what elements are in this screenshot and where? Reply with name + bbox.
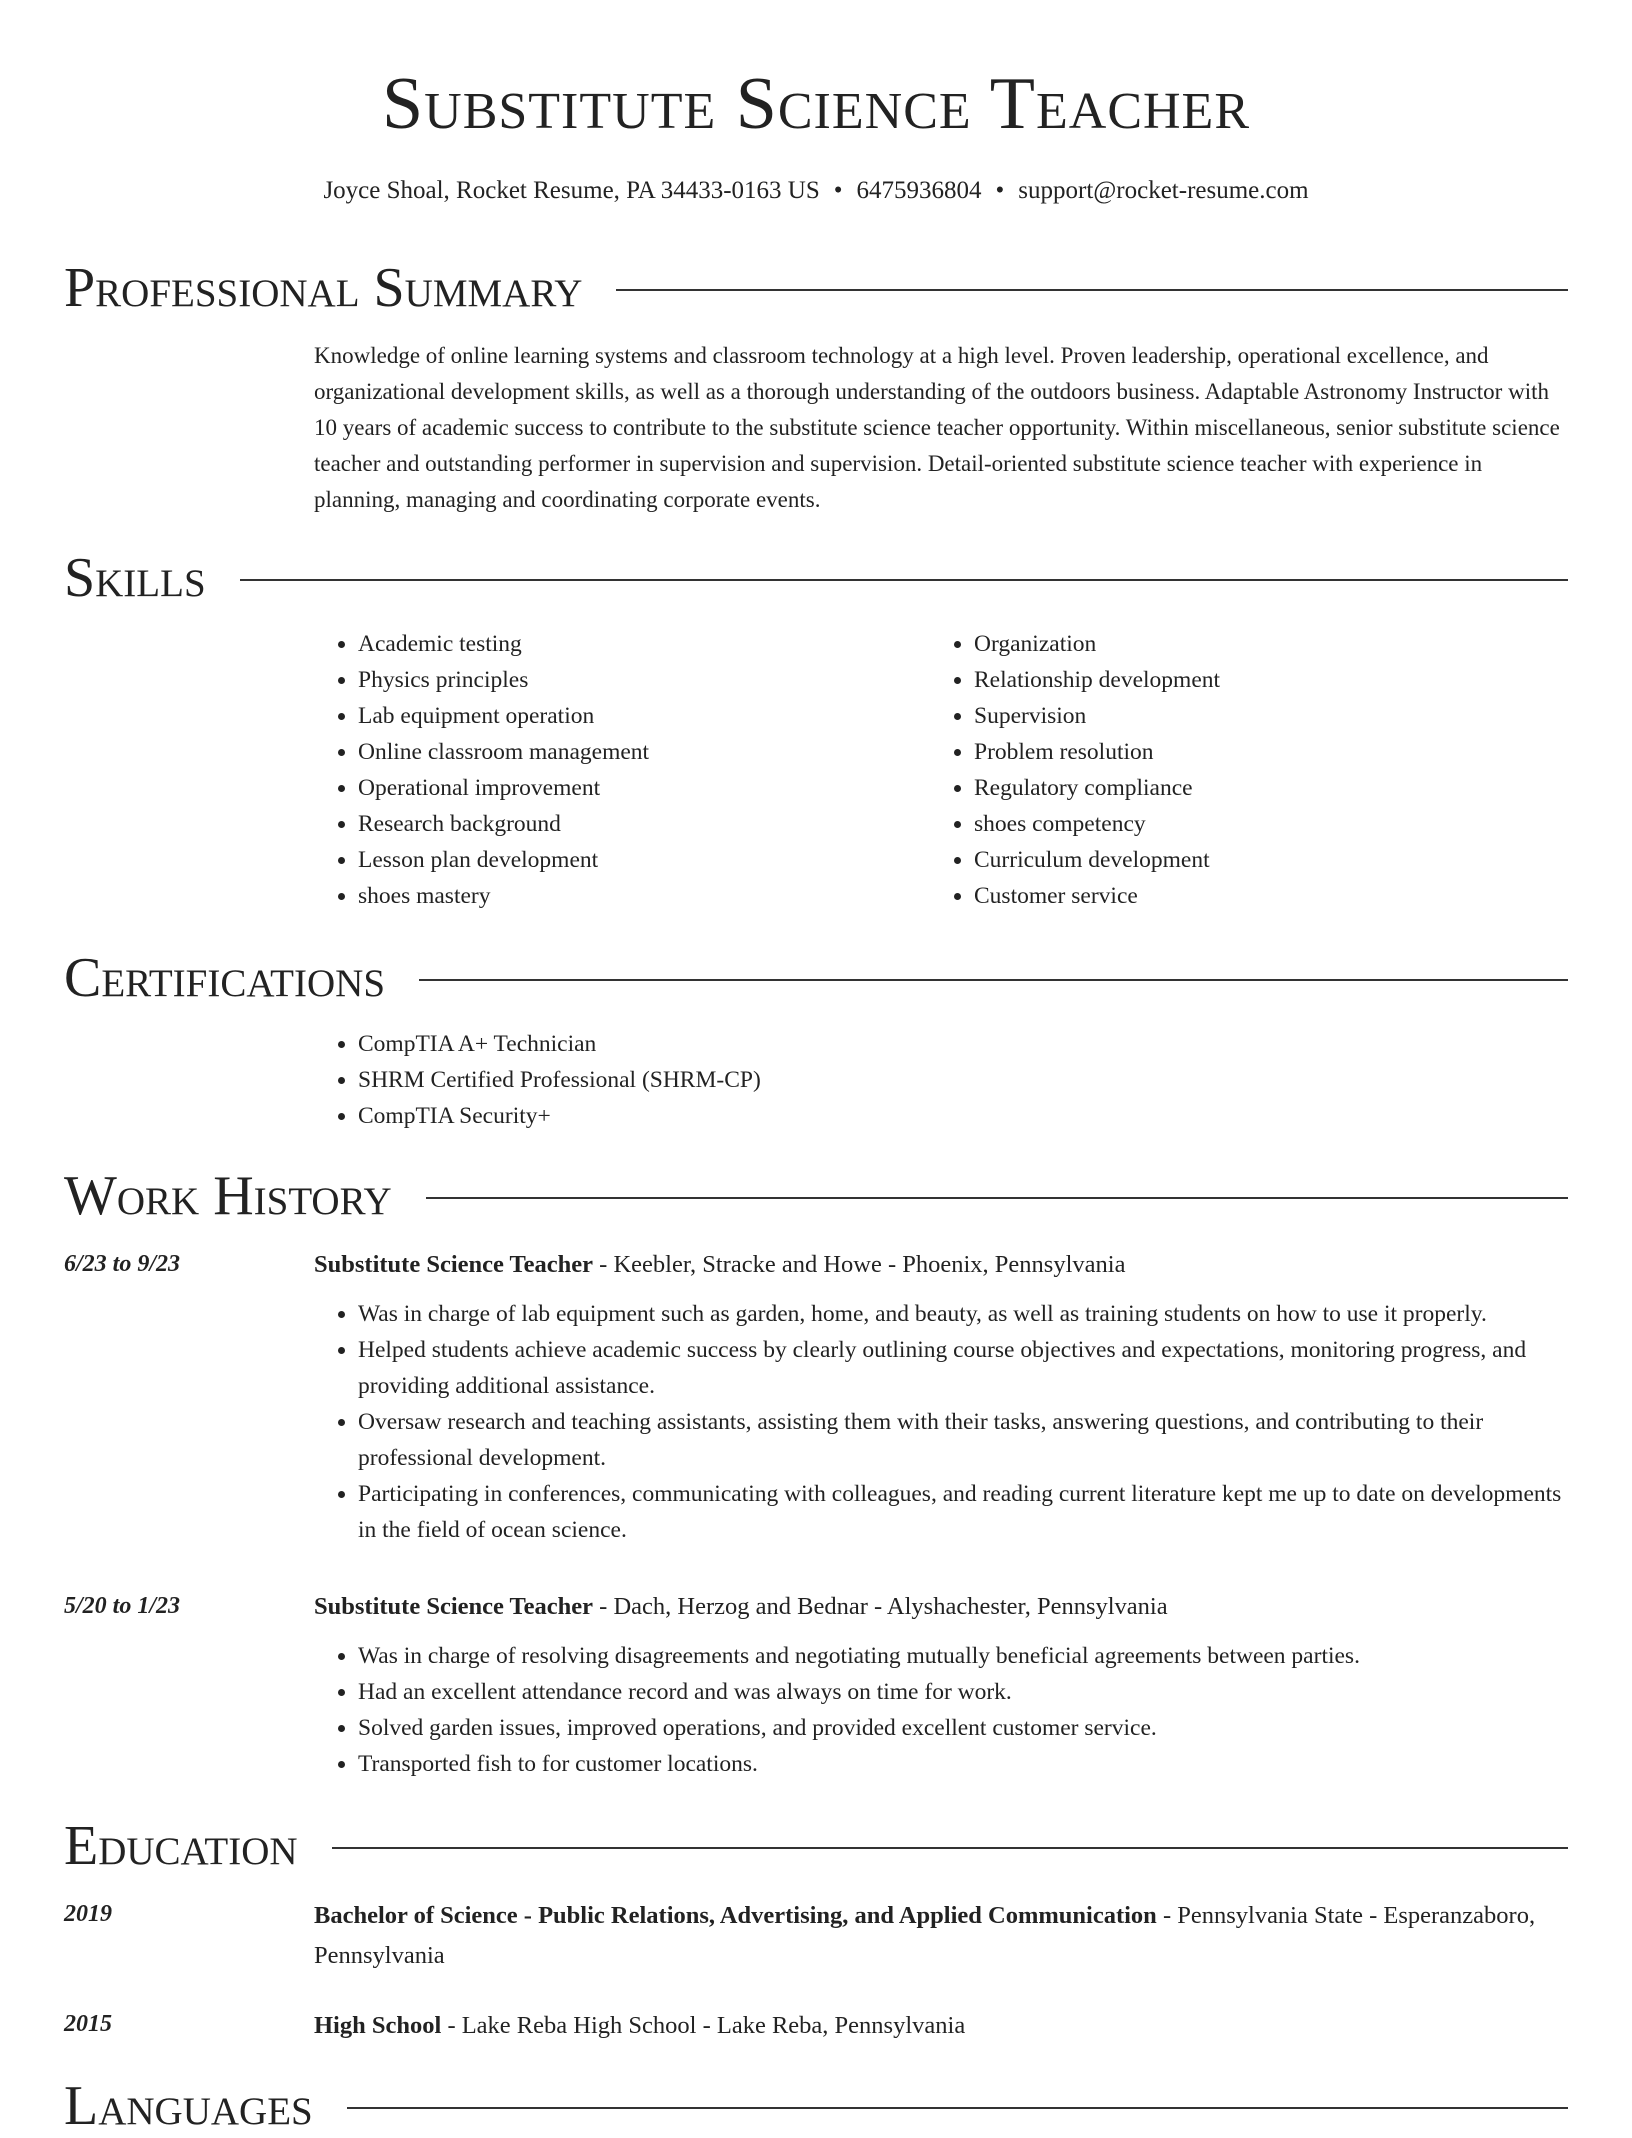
section-title: Certifications <box>64 947 386 1009</box>
responsibility-item: • Participating in conferences, communicating with colleagues, and reading current literature kept me up to date on developments in the field of ocean science. <box>358 1476 1568 1548</box>
summary-text: Knowledge of online learning systems and classroom technology at a high level. Proven leadership, operational excellence, and organizational development skills, as well as a thorough understanding of the outdoors business. Adaptable Astronomy Instructor with 10 years of academic success to contribute to the substitute science teacher opportunity. Within miscellaneous, senior substitute science teacher and outstanding performer in supervision and supervision. Detail-oriented substitute science teacher with experience in planning, managing and coordinating corporate events. <box>314 343 1560 512</box>
job-role: Substitute Science Teacher <box>314 1593 594 1620</box>
responsibility-item: • Was in charge of lab equipment such as garden, home, and beauty, as well as training students on how to use it properly. <box>358 1296 1568 1332</box>
responsibility-item: • Helped students achieve academic success by clearly outlining course objectives and expectations, monitoring progress, and providing additional assistance. <box>358 1332 1568 1404</box>
skill-item: • Regulatory compliance <box>974 770 1490 806</box>
section-title: Professional Summary <box>64 257 583 319</box>
skills-column-right <box>930 626 1490 914</box>
skill-item: • Academic testing <box>358 626 874 662</box>
education-school: - Lake Reba High School - Lake Reba, Pennsylvania <box>441 2012 966 2039</box>
job-role: Substitute Science Teacher <box>314 1251 594 1278</box>
job-employer: - Keebler, Stracke and Howe - Phoenix, Pennsylvania <box>593 1251 1126 1278</box>
section-title: Work History <box>64 1165 392 1227</box>
section-divider <box>240 579 1568 581</box>
education-header <box>314 2006 1568 2046</box>
skills-column-left <box>314 626 874 914</box>
education-year: 2019 <box>64 1901 112 1927</box>
education-header <box>314 1896 1568 1976</box>
job-responsibilities <box>314 1638 1568 1782</box>
skill-item: • Organization <box>974 626 1490 662</box>
contact-email: support@rocket-resume.com <box>1018 177 1309 204</box>
responsibilities-list <box>314 1638 1568 1782</box>
contact-line <box>0 176 1632 206</box>
section-divider <box>332 1847 1568 1849</box>
section-title: Education <box>64 1815 298 1877</box>
skill-item: • Operational improvement <box>358 770 874 806</box>
education-degree: Bachelor of Science - Public Relations, Advertising, and Applied Communication <box>314 1902 1157 1929</box>
certification-item: • SHRM Certified Professional (SHRM-CP) <box>358 1062 1114 1098</box>
skill-item: • Supervision <box>974 698 1490 734</box>
education-year: 2015 <box>64 2011 112 2037</box>
section-divider <box>616 289 1568 291</box>
responsibilities-list <box>314 1296 1568 1548</box>
section-languages <box>64 2074 1568 2138</box>
skill-item: • Curriculum development <box>974 842 1490 878</box>
section-professional-summary <box>64 256 1568 320</box>
job-dates: 6/23 to 9/23 <box>64 1251 181 1277</box>
contact-phone: 6475936804 <box>856 177 982 204</box>
contact-separator: • <box>995 177 1005 204</box>
certification-item: • CompTIA A+ Technician <box>358 1026 1114 1062</box>
skill-item: • Physics principles <box>358 662 874 698</box>
skills-list <box>930 626 1490 914</box>
skill-item: • Online classroom management <box>358 734 874 770</box>
section-divider <box>419 979 1568 981</box>
contact-address: Joyce Shoal, Rocket Resume, PA 34433-0163 US <box>323 177 820 204</box>
section-skills <box>64 546 1568 610</box>
skill-item: • Lab equipment operation <box>358 698 874 734</box>
skill-item: • Customer service <box>974 878 1490 914</box>
skill-item: • Lesson plan development <box>358 842 874 878</box>
section-certifications <box>64 946 1568 1010</box>
contact-separator: • <box>833 177 843 204</box>
education-school: - Pennsylvania State - Esperanzaboro, Pennsylvania <box>314 1902 1536 1969</box>
skill-item: • shoes competency <box>974 806 1490 842</box>
responsibility-item: • Had an excellent attendance record and was always on time for work. <box>358 1674 1568 1710</box>
section-divider <box>347 2107 1568 2109</box>
section-title: Skills <box>64 547 206 609</box>
responsibility-item: • Oversaw research and teaching assistants, assisting them with their tasks, answering questions, and contributing to their professional development. <box>358 1404 1568 1476</box>
skill-item: • Problem resolution <box>974 734 1490 770</box>
job-responsibilities <box>314 1296 1568 1548</box>
job-dates: 5/20 to 1/23 <box>64 1593 181 1619</box>
certification-item: • CompTIA Security+ <box>358 1098 1114 1134</box>
section-work-history <box>64 1164 1568 1228</box>
skill-item: • Relationship development <box>974 662 1490 698</box>
section-title: Languages <box>64 2075 313 2137</box>
education-degree: High School <box>314 2012 442 2039</box>
section-education <box>64 1814 1568 1878</box>
certifications-block <box>314 1026 1114 1134</box>
responsibility-item: • Solved garden issues, improved operations, and provided excellent customer service. <box>358 1710 1568 1746</box>
certifications-list <box>314 1026 1114 1134</box>
section-divider <box>426 1197 1568 1199</box>
job-header <box>314 1246 1568 1284</box>
skills-list <box>314 626 874 914</box>
responsibility-item: • Transported fish to for customer locations. <box>358 1746 1568 1782</box>
responsibility-item: • Was in charge of resolving disagreements and negotiating mutually beneficial agreements between parties. <box>358 1638 1568 1674</box>
job-employer: - Dach, Herzog and Bednar - Alyshachester, Pennsylvania <box>593 1593 1168 1620</box>
resume-title: Substitute Science Teacher <box>381 63 1251 145</box>
job-header <box>314 1588 1568 1626</box>
skill-item: • shoes mastery <box>358 878 874 914</box>
skill-item: • Research background <box>358 806 874 842</box>
